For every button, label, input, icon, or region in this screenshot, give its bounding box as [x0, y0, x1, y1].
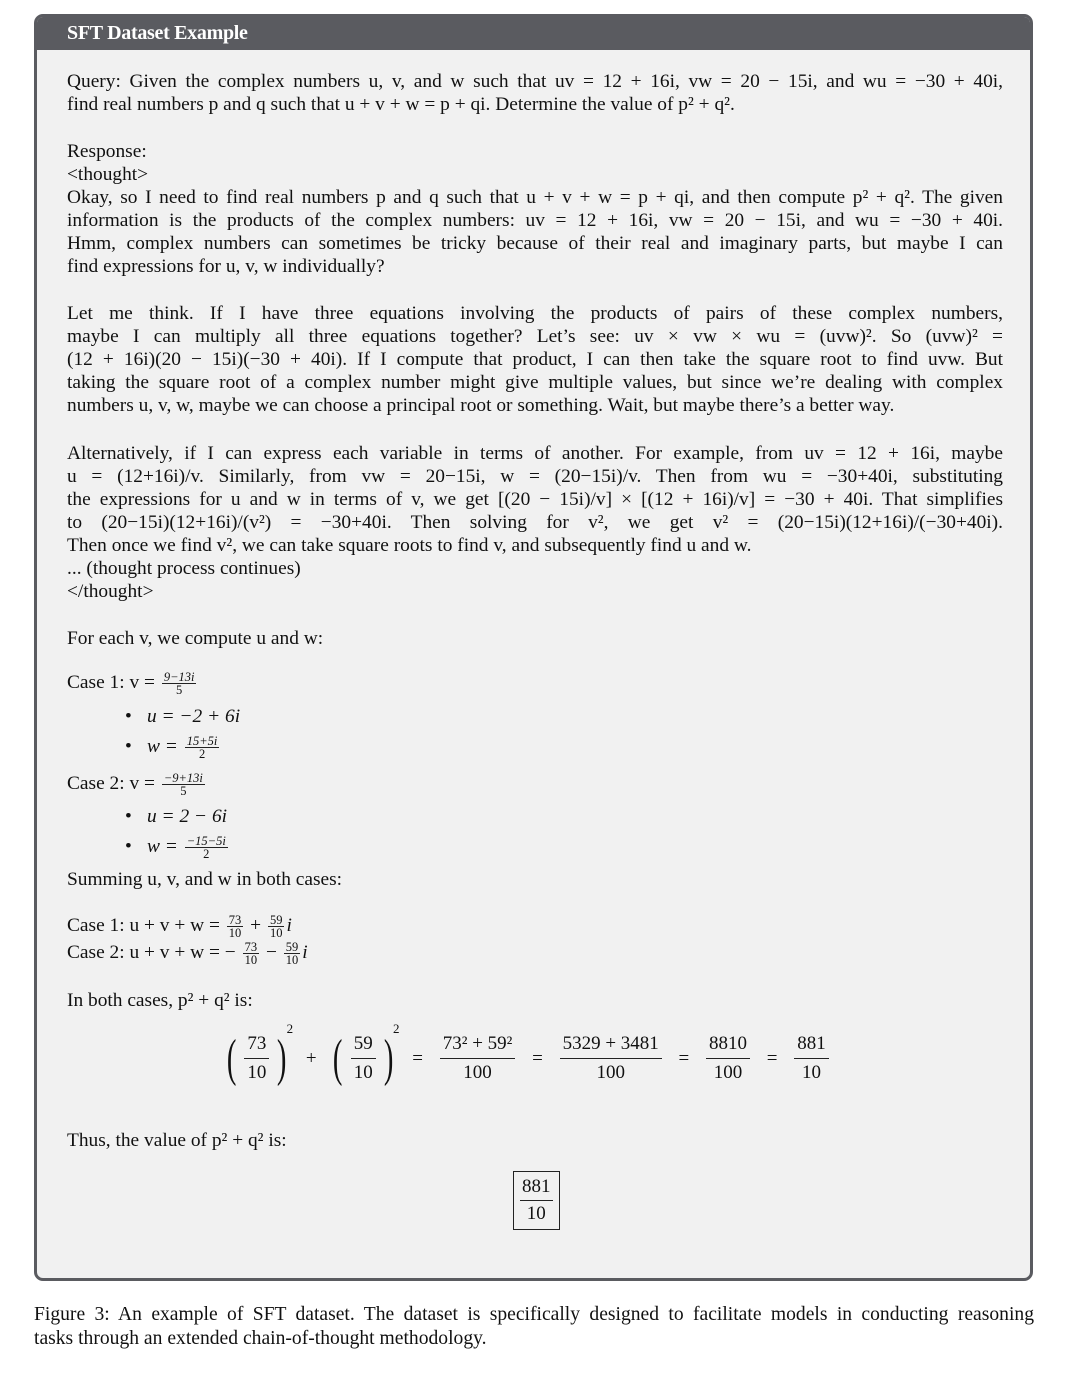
sum-case1 [67, 914, 292, 939]
imag-part-fraction [284, 941, 301, 966]
case2-label: Case 2: v = [67, 773, 155, 794]
thus-text: Thus, the value of p² + q² is: [67, 1130, 287, 1151]
answer-denominator: 10 [526, 1203, 546, 1224]
real-part-fraction [227, 914, 244, 939]
case2-w-fraction [185, 835, 228, 860]
sum-label: Case 2: u + v + w = [67, 942, 220, 963]
for-each-text: For each v, we compute u and w: [67, 628, 324, 649]
sum-case2 [67, 941, 308, 966]
bullet-icon: • [125, 706, 132, 727]
para1-line: find expressions for u, v, w individually? [67, 256, 385, 277]
fraction-numerator: 59 [285, 940, 299, 955]
bullet-icon: • [125, 836, 132, 857]
case2-v-fraction [162, 772, 205, 797]
display-equation: ( $\frac{73}{10}$ )2 + ( $\frac{59}{10}$ )2 = $\frac{\text{73² + 59²}}{100}$ = $\frac{5329 + 3481}{100}$ = $\frac{8810}{100}$ = $\frac{881}{10}$ [223, 1021, 833, 1091]
para2-line: taking the square root of a complex number might give multiple values, but since we’re dealing with complex [67, 372, 1003, 393]
fraction-denominator: 10 [244, 953, 258, 968]
summing-text: Summing u, v, and w in both cases: [67, 869, 343, 890]
fraction-numerator: −15−5i [186, 834, 226, 849]
box-title: SFT Dataset Example [37, 17, 1030, 50]
case2-v [67, 772, 207, 797]
case2-w-bullet: • w = $\frac{-15-5i}{2}$ [125, 834, 226, 862]
fraction-numerator: −9+13i [163, 771, 203, 786]
case1-v [67, 671, 198, 696]
query-line-2: find real numbers p and q such that u + v + w = p + qi. Determine the value of p² + q². [67, 94, 735, 115]
fraction-numerator: 9−13i [163, 670, 195, 685]
para2-line: numbers u, v, w, maybe we can choose a principal root or something. Wait, but maybe there’s a better way. [67, 395, 895, 416]
case2-u-bullet: • u = 2 − 6i [125, 806, 228, 827]
para2-line: (12 + 16i)(20 − 15i)(−30 + 40i). If I compute that product, I can then take the square root to find uvw. But [67, 349, 1003, 370]
para1-line: Okay, so I need to find real numbers p and q such that u + v + w = p + qi, and then compute p² + q². The given [67, 187, 1003, 208]
right-paren-icon: ) [383, 1029, 394, 1087]
fraction-numerator: 59 [269, 913, 283, 928]
caption-line-1: Figure 3: An example of SFT dataset. The dataset is specifically designed to facilitate models in conducting reasoning [34, 1304, 1034, 1325]
para3-line: the expressions for u and w in terms of v, we get [(20 − 15i)/v] × [(12 + 16i)/v] = −30 + 40i. That simplifies [67, 489, 1003, 510]
imag-unit: i [286, 915, 292, 936]
fraction-numerator: 73 [244, 940, 258, 955]
fraction-denominator: 10 [228, 926, 242, 941]
para3-line: u = (12+16i)/v. Similarly, from vw = 20−15i, w = (20−15i)/v. Then from wu = −30+40i, substituting [67, 466, 1003, 487]
step3-fraction: $\frac{8810}{100}$ [706, 1032, 750, 1085]
query-line-1: Query: Given the complex numbers u, v, and w such that uv = 12 + 16i, vw = 20 − 15i, and wu = −30 + 40i, [67, 71, 1003, 92]
case1-w-bullet: • w = $\frac{15+5i}{2}$ [125, 734, 218, 762]
sum-sign: − [224, 942, 236, 963]
sum-operator: + [250, 915, 262, 936]
sum-label: Case 1: u + v + w = [67, 915, 220, 936]
case1-w-fraction [185, 735, 220, 760]
step2-fraction: $\frac{5329 + 3481}{100}$ [560, 1032, 662, 1085]
fraction-denominator: 2 [203, 847, 210, 862]
in-both-cases-text: In both cases, p² + q² is: [67, 990, 253, 1011]
case1-label: Case 1: v = [67, 672, 155, 693]
term2-fraction: $\frac{59}{10}$ [351, 1032, 376, 1085]
para2-line: maybe I can multiply all three equations together? Let’s see: uv × vw × wu = (uvw)². So (uvw)² = [67, 326, 1003, 347]
case1-v-fraction [162, 671, 197, 696]
para3-line: Alternatively, if I can express each variable in terms of another. For example, from uv = 12 + 16i, maybe [67, 443, 1003, 464]
fraction-denominator: 2 [198, 747, 206, 762]
imag-part-fraction [268, 914, 285, 939]
real-part-fraction [243, 941, 260, 966]
figure-caption [34, 1303, 1034, 1350]
caption-line-2: tasks through an extended chain-of-thought methodology. [34, 1327, 487, 1349]
para2-line: Let me think. If I have three equations involving the products of pairs of these complex numbers, [67, 303, 1003, 324]
left-paren-icon: ( [226, 1029, 237, 1087]
thought-close-tag: </thought> [67, 581, 154, 602]
para1-line: Hmm, complex numbers can sometimes be tricky because of their real and imaginary parts, but maybe I can [67, 233, 1003, 254]
bullet-icon: • [125, 736, 132, 757]
case1-u-bullet: • u = −2 + 6i [125, 706, 241, 727]
term1-fraction: $\frac{73}{10}$ [244, 1032, 269, 1085]
bullet-icon: • [125, 806, 132, 827]
sum-operator: − [265, 942, 277, 963]
step1-fraction: $\frac{\text{73² + 59²}}{100}$ [440, 1032, 516, 1085]
right-paren-icon: ) [277, 1029, 287, 1087]
fraction-denominator: 5 [176, 683, 183, 698]
fraction-denominator: 5 [180, 784, 187, 799]
response-label: Response: [67, 141, 147, 162]
para3-line: to (20−15i)(12+16i)/(v²) = −30+40i. Then solving for v², we get v² = (20−15i)(12+16i)/(−30+40i). [67, 512, 1003, 533]
fraction-denominator: 10 [269, 926, 283, 941]
fraction-denominator: 10 [285, 953, 299, 968]
fraction-numerator: 73 [228, 913, 242, 928]
imag-unit: i [302, 942, 308, 963]
step4-fraction: $\frac{881}{10}$ [794, 1032, 829, 1085]
fraction-numerator: 15+5i [186, 734, 218, 749]
answer-numerator: 881 [520, 1174, 553, 1201]
para1-line: information is the products of the complex numbers: uv = 12 + 16i, vw = 20 − 15i, and wu = −30 + 40i. [67, 210, 1003, 231]
thought-continues: ... (thought process continues) [67, 558, 301, 579]
boxed-answer [513, 1171, 560, 1230]
para3-line: Then once we find v², we can take square roots to find v, and subsequently find u and w. [67, 535, 752, 556]
left-paren-icon: ( [333, 1029, 343, 1087]
sft-example-box [34, 14, 1033, 1281]
thought-open-tag: <thought> [67, 164, 149, 185]
